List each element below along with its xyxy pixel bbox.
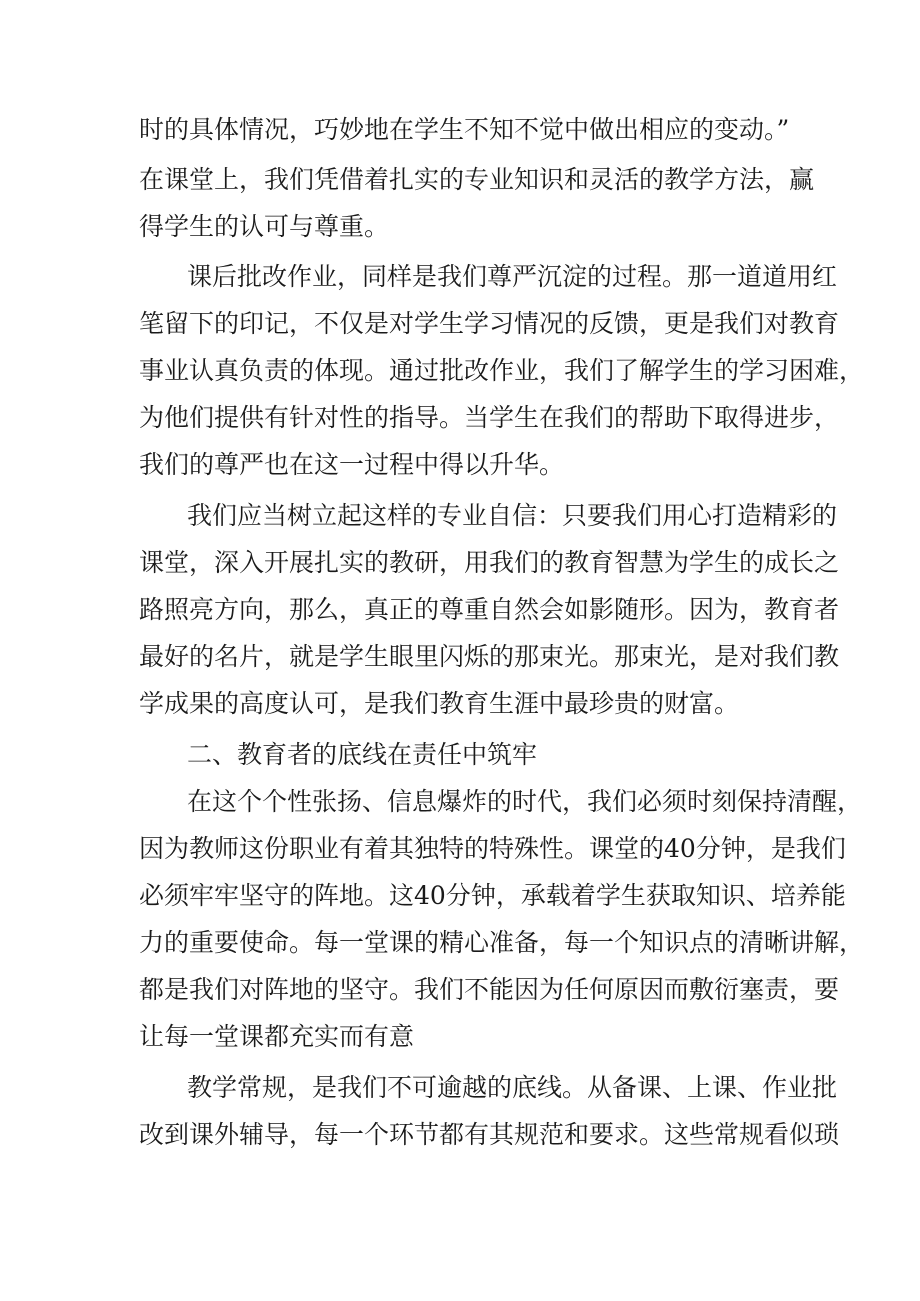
text-line: 必须牢牢坚守的阵地。这40分钟，承载着学生获取知识、培养能 [139, 881, 846, 910]
text-line: 都是我们对阵地的坚守。我们不能因为任何原因而敷衍塞责，要 [139, 975, 840, 1004]
text-line: 让每一堂课都充实而有意 [139, 1022, 415, 1051]
paragraph-first-line: 教学常规，是我们不可逾越的底线。从备课、上课、作业批 [187, 1073, 838, 1102]
text-line: 时的具体情况，巧妙地在学生不知不觉中做出相应的变动。” [139, 115, 790, 144]
paragraph-first-line: 我们应当树立起这样的专业自信：只要我们用心打造精彩的 [187, 501, 838, 530]
text-line: 路照亮方向，那么，真正的尊重自然会如影随形。因为，教育者 [139, 595, 840, 624]
text-line: 在课堂上，我们凭借着扎实的专业知识和灵活的教学方法，赢 [139, 165, 815, 194]
section-heading: 二、教育者的底线在责任中筑牢 [187, 740, 538, 769]
text-line: 课堂，深入开展扎实的教研，用我们的教育智慧为学生的成长之 [139, 548, 840, 577]
text-line: 笔留下的印记，不仅是对学生学习情况的反馈，更是我们对教育 [139, 309, 840, 338]
text-line: 因为教师这份职业有着其独特的特殊性。课堂的40分钟，是我们 [139, 834, 846, 863]
text-line: 为他们提供有针对性的指导。当学生在我们的帮助下取得进步， [139, 403, 840, 432]
text-line: 改到课外辅导，每一个环节都有其规范和要求。这些常规看似琐 [139, 1120, 840, 1149]
text-line: 学成果的高度认可，是我们教育生涯中最珍贵的财富。 [139, 689, 740, 718]
paragraph-first-line: 课后批改作业，同样是我们尊严沉淀的过程。那一道道用红 [187, 262, 838, 291]
paragraph-first-line: 在这个个性张扬、信息爆炸的时代，我们必须时刻保持清醒， [187, 787, 863, 816]
text-line: 最好的名片，就是学生眼里闪烁的那束光。那束光，是对我们教 [139, 642, 840, 671]
text-line: 事业认真负责的体现。通过批改作业，我们了解学生的学习困难， [139, 356, 865, 385]
text-line: 我们的尊严也在这一过程中得以升华。 [139, 450, 565, 479]
text-line: 力的重要使命。每一堂课的精心准备，每一个知识点的清晰讲解， [139, 928, 865, 957]
text-line: 得学生的认可与尊重。 [139, 212, 390, 241]
